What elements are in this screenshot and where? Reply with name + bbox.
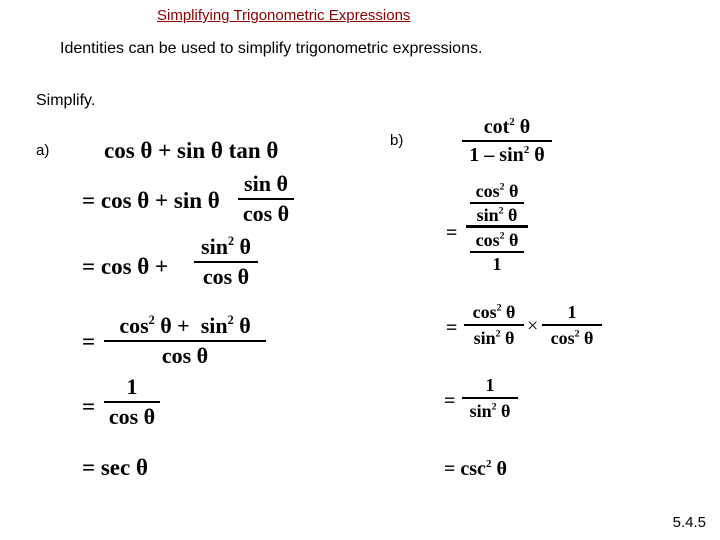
- part-b-step3-fraction: [462, 376, 518, 420]
- fraction-bar: [104, 340, 266, 342]
- prompt-text: Simplify.: [36, 92, 96, 109]
- fraction-bar: [104, 401, 160, 403]
- part-b-step2-right-numerator: 1: [567, 302, 577, 322]
- part-a-step2-numerator: $\sin^2 \theta$: [201, 233, 251, 259]
- part-b-step1-inner-denominator: $\sin^2 \theta$: [476, 205, 518, 225]
- part-b-step2-left-fraction: [464, 303, 524, 347]
- part-b-step2-right-fraction: [542, 303, 602, 347]
- part-a-step3-fraction: [104, 312, 266, 368]
- part-a-step2-denominator: cos θ: [202, 264, 250, 289]
- part-b-step3-numerator: 1: [485, 375, 495, 395]
- slide-title: Simplifying Trigonometric Expressions: [157, 7, 411, 24]
- part-b-step1-inner-numerator: $\cos^2 \theta$: [475, 181, 519, 201]
- fraction-bar: [238, 198, 294, 200]
- part-b-step4: = $\csc^2 \theta$: [444, 457, 507, 480]
- part-b-step2-equals: =: [446, 317, 458, 339]
- times-sign: ×: [527, 315, 539, 337]
- fraction-bar: [194, 261, 258, 263]
- part-a-step4-denominator: cos θ: [108, 404, 156, 429]
- part-a-step4-fraction: [104, 376, 160, 428]
- part-b-step1-lower-denominator: 1: [492, 254, 502, 274]
- part-a-step1-denominator: cos θ: [242, 201, 290, 226]
- part-b-expression-denominator: $1 - \sin^2 \theta$: [469, 143, 545, 166]
- page-number: 5.4.5: [672, 514, 706, 531]
- part-a-step4-numerator: 1: [126, 374, 138, 399]
- part-b-step1-lower-fraction: [466, 231, 528, 273]
- fraction-bar: [462, 140, 552, 142]
- fraction-bar: [462, 397, 518, 399]
- part-b-expression-numerator: $\cot^2 \theta$: [483, 115, 531, 138]
- part-b-expression: [462, 117, 552, 165]
- part-a-step1-numerator: sin θ: [244, 171, 288, 196]
- part-b-step1-inner-fraction: [466, 182, 528, 224]
- fraction-bar: [464, 324, 524, 326]
- part-b-step2-right-denominator: $\cos^2 \theta$: [550, 328, 594, 348]
- part-b-label: b): [390, 132, 404, 149]
- fraction-bar: [542, 324, 602, 326]
- part-a-step3-numerator: $\cos^2 \theta + \sin^2 \theta$: [119, 312, 251, 338]
- intro-text: Identities can be used to simplify trigonometric expressions.: [60, 40, 483, 57]
- part-a-expression: cos θ + sin θ tan θ: [104, 138, 279, 163]
- part-b-step1-equals: =: [446, 222, 458, 244]
- fraction-bar: [470, 202, 524, 204]
- part-a-step2-fraction: [194, 233, 258, 289]
- part-a-step4-equals: =: [82, 394, 96, 419]
- part-a-step1-lead: = cos θ + sin θ: [82, 188, 220, 213]
- part-b-step1-lower-numerator: $\cos^2 \theta$: [475, 230, 519, 250]
- fraction-bar: [470, 251, 524, 253]
- part-b-step1-compound-fraction: [466, 182, 528, 273]
- part-a-step2-lead: = cos θ +: [82, 254, 169, 279]
- part-b-step3-denominator: $\sin^2 \theta$: [469, 401, 511, 421]
- part-a-label: a): [36, 142, 50, 159]
- part-b-step3-equals: =: [444, 390, 456, 412]
- part-b-step2-left-numerator: $\cos^2 \theta$: [472, 302, 516, 322]
- main-fraction-bar: [466, 225, 528, 228]
- part-a-step1-fraction: [238, 173, 294, 225]
- part-a-step5: = sec θ: [82, 455, 148, 480]
- part-b-step2-left-denominator: $\sin^2 \theta$: [473, 328, 515, 348]
- part-a-step3-denominator: cos θ: [161, 343, 209, 368]
- part-a-step3-equals: =: [82, 329, 96, 354]
